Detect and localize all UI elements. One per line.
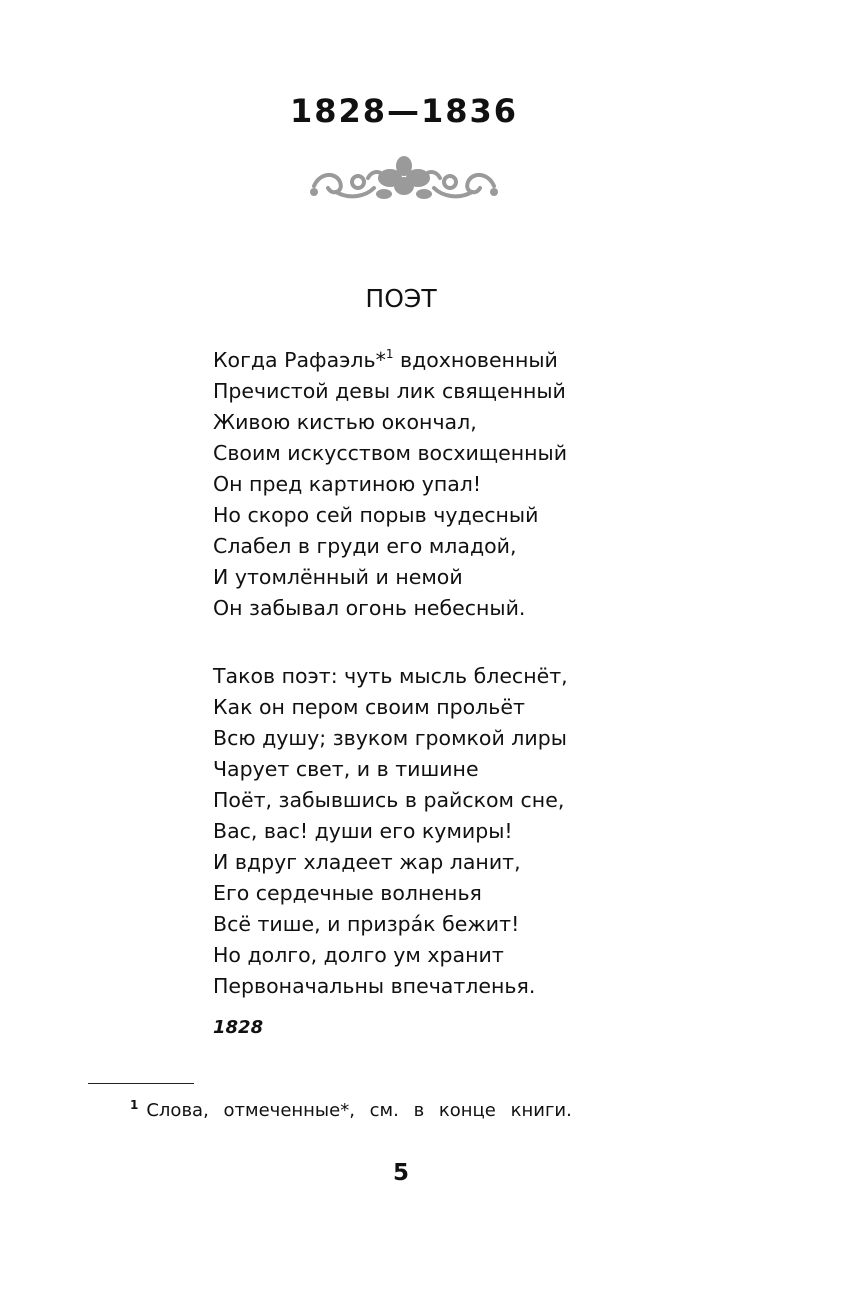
poem-title: ПОЭТ	[365, 284, 437, 313]
poem-line: И утомлённый и немой	[213, 565, 463, 589]
section-period-heading: 1828—1836	[289, 92, 519, 130]
poem-line: Вас, вас! души его кумиры!	[213, 819, 513, 843]
floral-divider-ornament-icon	[306, 152, 502, 212]
poem-line: Он пред картиною упал!	[213, 472, 482, 496]
poem-line: Слабел в груди его младой,	[213, 534, 517, 558]
page-number: 5	[392, 1160, 409, 1186]
poem-line-text: вдохновенный	[393, 348, 558, 372]
footnote-mark: 1	[130, 1098, 139, 1112]
footnote-reference: 1	[385, 347, 394, 361]
poem-line: Как он пером своим прольёт	[213, 695, 525, 719]
footnote-divider	[88, 1083, 194, 1084]
poem-line: Его сердечные волненья	[213, 881, 482, 905]
poem-line: Таков поэт: чуть мысль блеснёт,	[213, 664, 568, 688]
poem-stanza-1	[213, 345, 567, 624]
poem-line: Пречистой девы лик священный	[213, 379, 566, 403]
poem-line: Всю душу; звуком громкой лиры	[213, 726, 567, 750]
poem-line: Чарует свет, и в тишине	[213, 757, 479, 781]
poem-line: Живою кистью окончал,	[213, 410, 477, 434]
poem-line	[213, 345, 567, 376]
poem-line: Первоначальны впечатленья.	[213, 974, 536, 998]
poem-date: 1828	[213, 1017, 264, 1038]
poem-stanza-2	[213, 661, 568, 1002]
poem-line: И вдруг хладеет жар ланит,	[213, 850, 521, 874]
poem-line: Своим искусством восхищенный	[213, 441, 568, 465]
poem-line: Но долго, долго ум хранит	[213, 943, 504, 967]
poem-line-text: Когда Рафаэль*	[213, 348, 386, 372]
footnote-text: Слова, отмеченные*, см. в конце книги.	[146, 1100, 572, 1121]
poem-line: Но скоро сей порыв чудесный	[213, 503, 539, 527]
poem-line: Всё тише, и призрáк бежит!	[213, 912, 520, 936]
poem-line: Поёт, забывшись в райском сне,	[213, 788, 565, 812]
poem-line: Он забывал огонь небесный.	[213, 596, 526, 620]
footnote	[130, 1100, 572, 1121]
